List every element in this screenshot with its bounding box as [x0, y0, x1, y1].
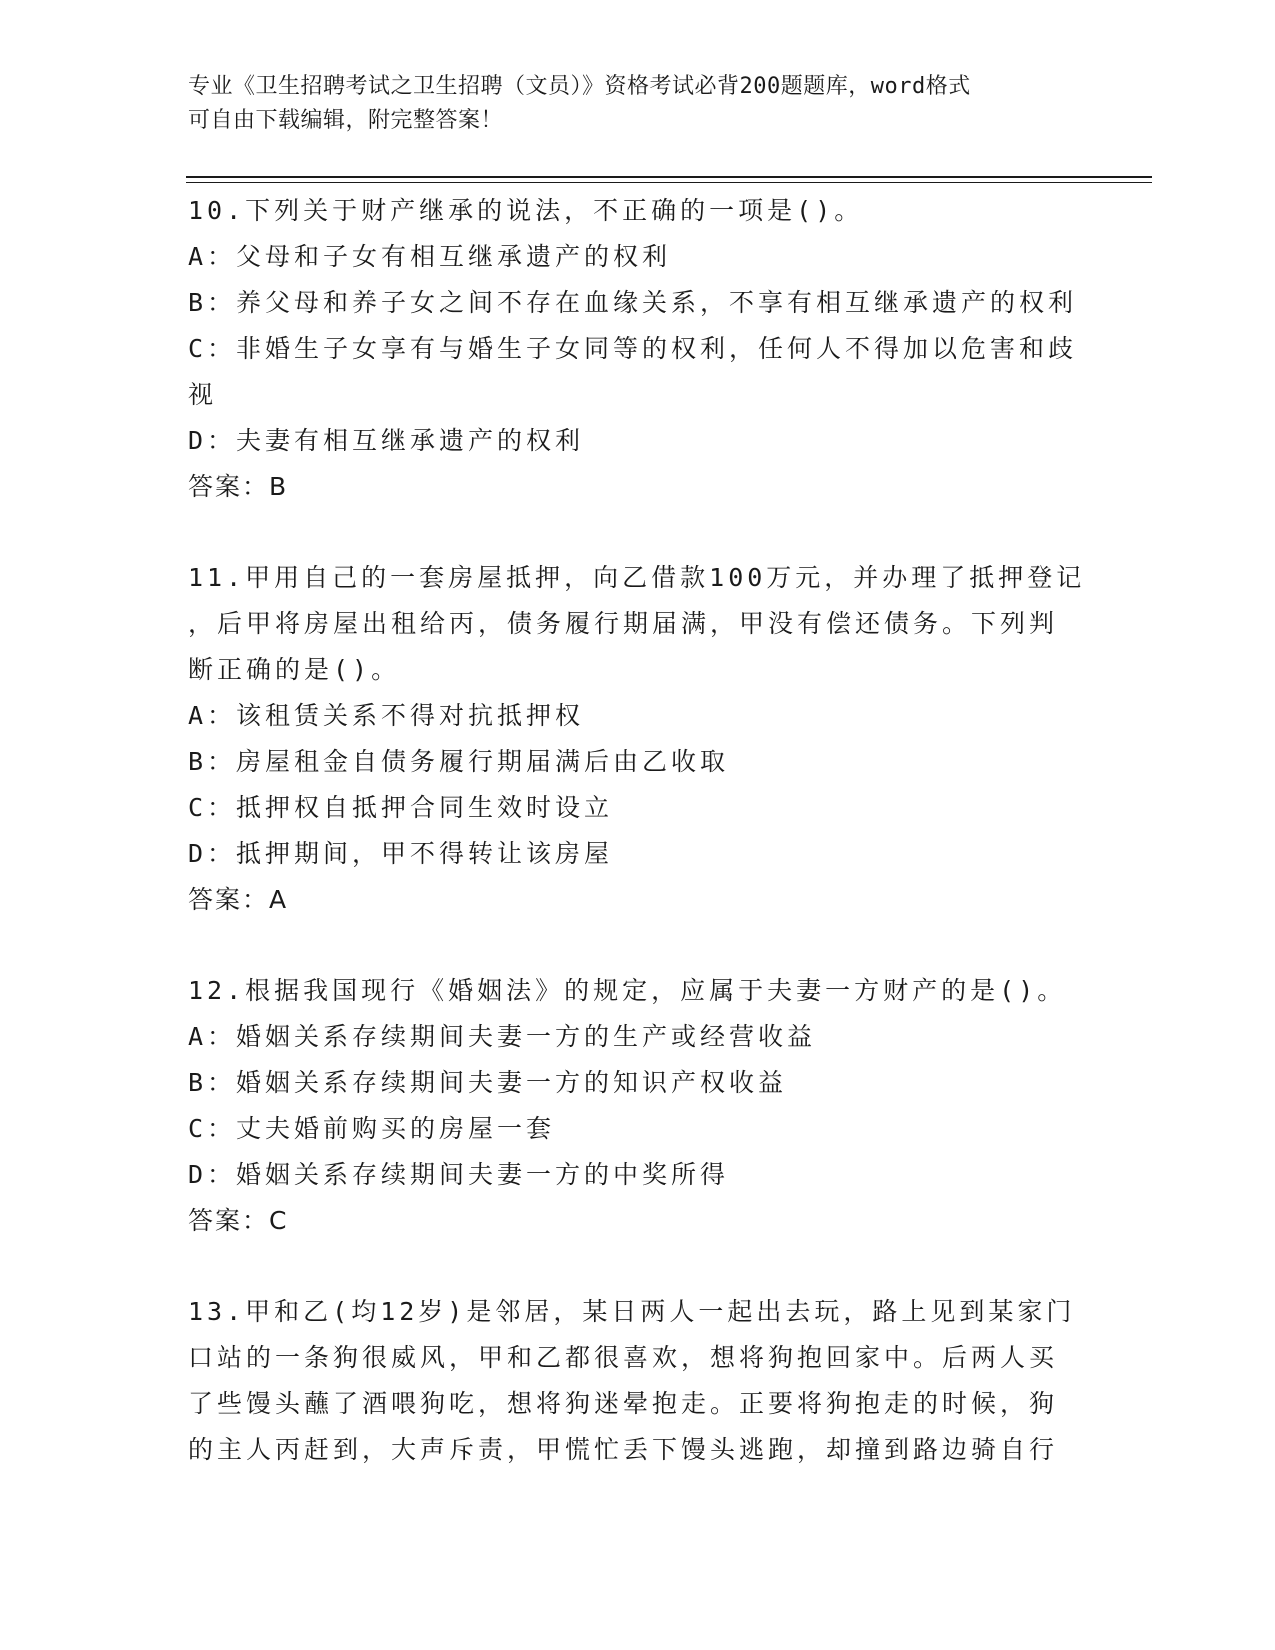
header-line: 专业《卫生招聘考试之卫生招聘（文员）》资格考试必背200题题库，word格式	[188, 74, 971, 99]
question-stem-continued: 的主人丙赶到，大声斥责，甲慌忙丢下馒头逃跑，却撞到路边骑自行	[188, 1435, 1059, 1464]
answer-line: 答案：B	[188, 472, 289, 501]
option-b: B：养父母和养子女之间不存在血缘关系，不享有相互继承遗产的权利	[188, 288, 1078, 317]
spacer	[188, 923, 1088, 968]
option-d: D：婚姻关系存续期间夫妻一方的中奖所得	[188, 1160, 730, 1189]
option-b: B：房屋租金自债务履行期届满后由乙收取	[188, 747, 730, 776]
question-stem-continued: ，后甲将房屋出租给丙，债务履行期届满，甲没有偿还债务。下列判	[188, 609, 1059, 638]
document-header	[188, 70, 1088, 138]
option-c-continued: 视	[188, 380, 218, 409]
spacer	[188, 1244, 1088, 1289]
option-d: D：抵押期间，甲不得转让该房屋	[188, 839, 614, 868]
question-stem-continued: 口站的一条狗很威风，甲和乙都很喜欢，想将狗抱回家中。后两人买	[188, 1343, 1059, 1372]
question-block	[188, 555, 1088, 923]
question-block	[188, 188, 1088, 510]
header-divider-thin	[186, 182, 1152, 183]
header-line: 可自由下载编辑，附完整答案！	[188, 108, 504, 133]
question-stem: 10.下列关于财产继承的说法，不正确的一项是()。	[188, 196, 864, 225]
spacer	[188, 510, 1088, 555]
option-c: C：丈夫婚前购买的房屋一套	[188, 1114, 556, 1143]
option-a: A：父母和子女有相互继承遗产的权利	[188, 242, 672, 271]
option-c: C：抵押权自抵押合同生效时设立	[188, 793, 614, 822]
option-a: A：该租赁关系不得对抗抵押权	[188, 701, 585, 730]
question-stem-continued: 断正确的是()。	[188, 655, 401, 684]
header-divider	[186, 176, 1152, 178]
option-d: D：夫妻有相互继承遗产的权利	[188, 426, 585, 455]
question-stem-continued: 了些馒头蘸了酒喂狗吃，想将狗迷晕抱走。正要将狗抱走的时候，狗	[188, 1389, 1059, 1418]
question-block	[188, 1289, 1088, 1473]
question-stem: 11.甲用自己的一套房屋抵押，向乙借款100万元，并办理了抵押登记	[188, 563, 1086, 592]
option-a: A：婚姻关系存续期间夫妻一方的生产或经营收益	[188, 1022, 817, 1051]
question-stem: 12.根据我国现行《婚姻法》的规定，应属于夫妻一方财产的是()。	[188, 976, 1067, 1005]
question-block	[188, 968, 1088, 1244]
answer-line: 答案：C	[188, 1206, 289, 1235]
question-list	[188, 188, 1088, 1473]
question-stem: 13.甲和乙(均12岁)是邻居，某日两人一起出去玩，路上见到某家门	[188, 1297, 1076, 1326]
option-b: B：婚姻关系存续期间夫妻一方的知识产权收益	[188, 1068, 788, 1097]
option-c: C：非婚生子女享有与婚生子女同等的权利，任何人不得加以危害和歧	[188, 334, 1078, 363]
answer-line: 答案：A	[188, 885, 289, 914]
